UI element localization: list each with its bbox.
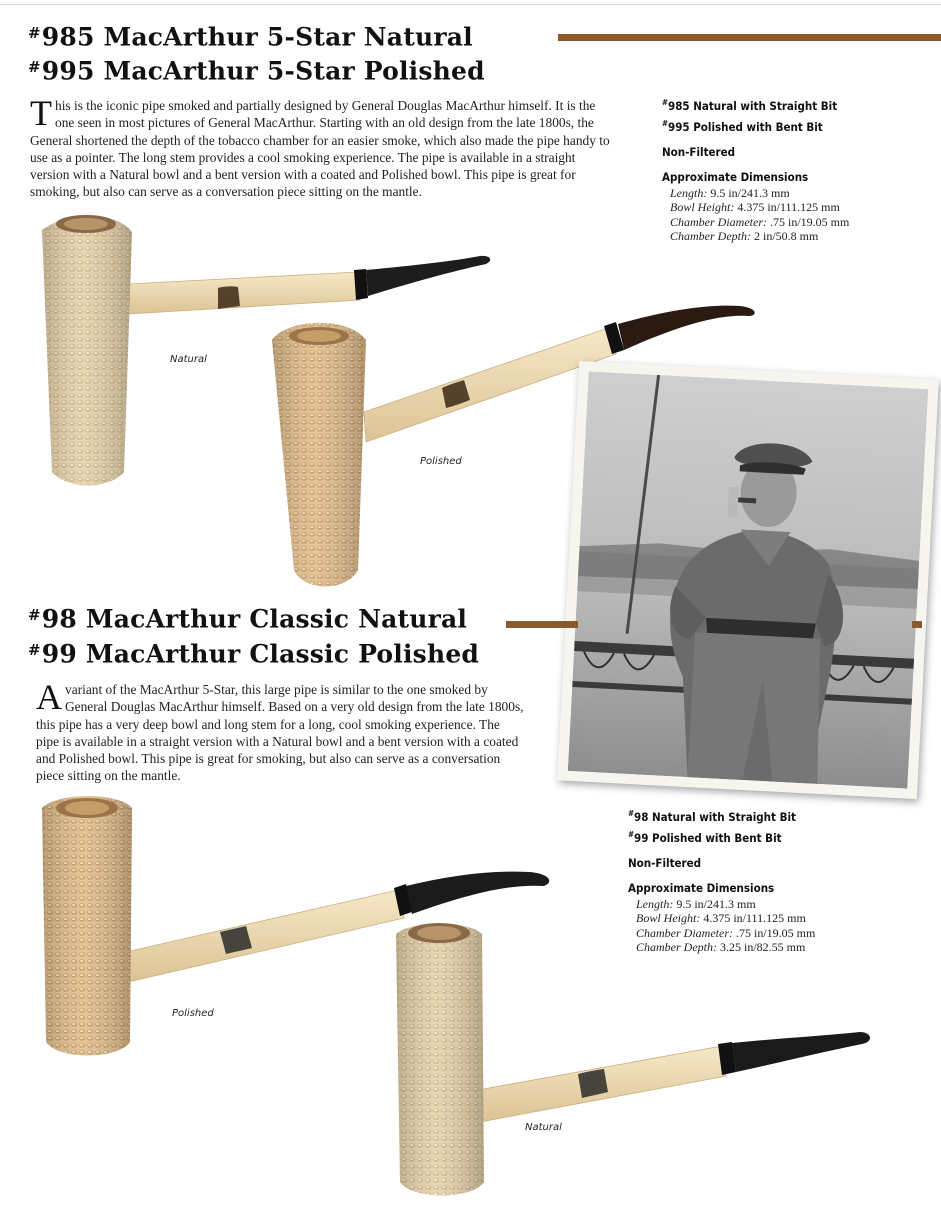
macarthur-photo [557, 361, 938, 799]
section1-description: This is the iconic pipe smoked and partially designed by General Douglas MacArthur himself. It is the one seen in most pictures of General MacArthur. Starting with an old design from the late 1800s, the General shortened the depth of the tobacco chamber for an easier smoke, which also made the pipe handy to use as a pointer. The long stem provides a cool smoking experience. The pipe is available in a straight version with a Natural bowl and a bent version with a coated and Polished bowl. This pipe is great for smoking, but also can serve as a conversation piece sitting on the mantle. [30, 93, 610, 200]
section2-title-line1: #98 MacArthur Classic Natural [28, 604, 468, 634]
spec-chamber-depth: Chamber Depth: 3.25 in/82.55 mm [636, 940, 806, 955]
top-rule [0, 4, 941, 5]
spec-chamber-diameter: Chamber Diameter: .75 in/19.05 mm [636, 925, 816, 940]
section2-accent-bar-right [912, 621, 922, 628]
spec-length: Length: 9.5 in/241.3 mm [670, 185, 790, 200]
section1-title-line1: #985 MacArthur 5-Star Natural [28, 22, 473, 52]
section1-title-line2: #995 MacArthur 5-Star Polished [28, 56, 485, 86]
spec-variant1: #985 Natural with Straight Bit [662, 98, 838, 113]
spec-chamber-diameter: Chamber Diameter: .75 in/19.05 mm [670, 214, 850, 229]
section1-accent-bar [558, 34, 941, 41]
caption-polished-2: Polished [172, 1008, 214, 1019]
spec-dims-heading: Approximate Dimensions [628, 880, 775, 895]
caption-natural-2: Natural [525, 1122, 562, 1133]
spec-variant2: #99 Polished with Bent Bit [628, 829, 782, 845]
spec-variant2: #995 Polished with Bent Bit [662, 118, 823, 134]
section2-accent-bar-left [506, 621, 578, 628]
pipe-98-natural-image [392, 918, 872, 1203]
spec-chamber-depth: Chamber Depth: 2 in/50.8 mm [670, 229, 819, 244]
section2-title-line2: #99 MacArthur Classic Polished [28, 639, 480, 669]
section1-specs [662, 94, 932, 244]
spec-dims-heading: Approximate Dimensions [662, 169, 809, 184]
spec-variant1: #98 Natural with Straight Bit [628, 809, 796, 824]
spec-length: Length: 9.5 in/241.3 mm [636, 896, 756, 911]
caption-polished-1: Polished [420, 456, 462, 467]
spec-filter: Non-Filtered [662, 144, 736, 159]
spec-bowl-height: Bowl Height: 4.375 in/111.125 mm [636, 911, 806, 926]
spec-bowl-height: Bowl Height: 4.375 in/111.125 mm [670, 200, 840, 215]
section2-description: A variant of the MacArthur 5-Star, this large pipe is similar to the one smoked by General Douglas MacArthur himself. Based on a very old design from the late 1800s, this pipe has a very deep bowl and long stem for a long, cool smoking experience. The pipe is available in a straight version with a Natural bowl and a bent version with a coated and Polished bowl. This pipe is great for smoking, but also can serve as a conversation piece sitting on the mantle. [36, 677, 524, 784]
spec-filter: Non-Filtered [628, 855, 702, 870]
caption-natural-1: Natural [170, 354, 207, 365]
